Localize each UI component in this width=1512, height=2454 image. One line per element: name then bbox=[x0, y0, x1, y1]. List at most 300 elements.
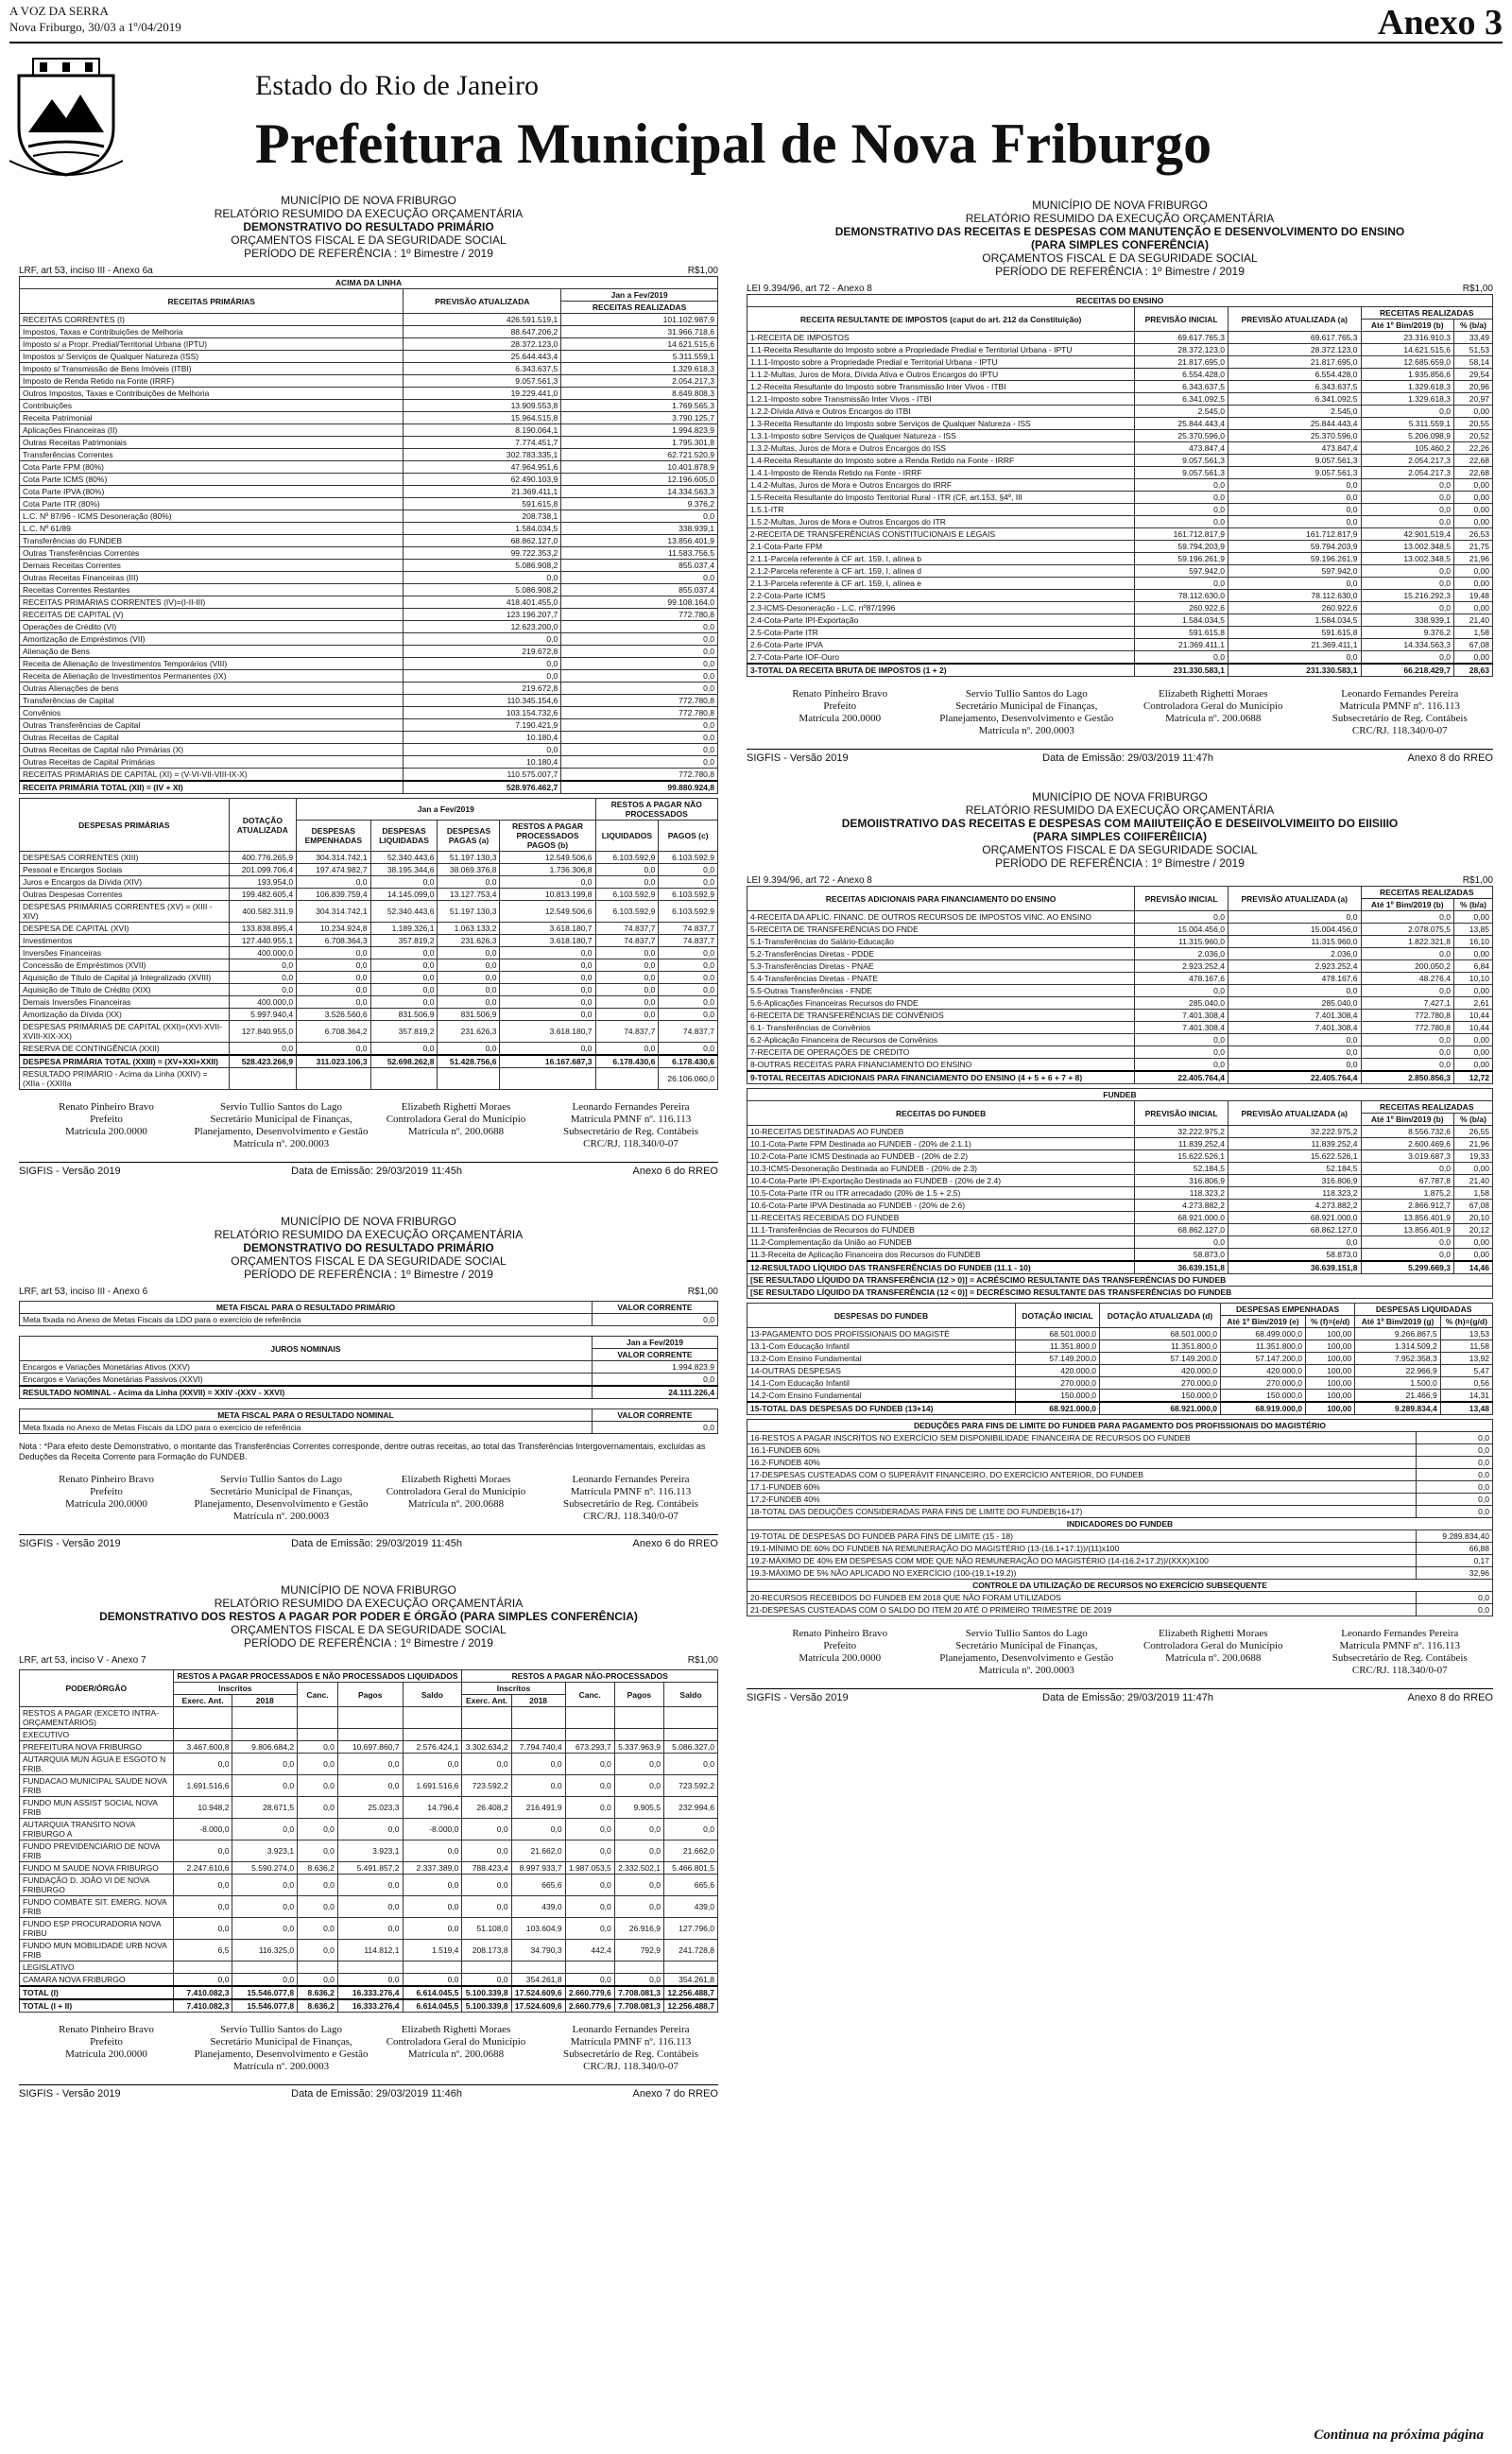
row-label: Outras Receitas Patrimoniais bbox=[20, 437, 404, 449]
table-row bbox=[20, 889, 718, 901]
anexo6b-section bbox=[19, 1215, 718, 1549]
signature-line: Secretário Municipal de Finanças, bbox=[210, 1114, 352, 1125]
table-row bbox=[20, 781, 718, 794]
cell-value: 127.840.955,0 bbox=[229, 1021, 296, 1043]
cell-value: 0,0 bbox=[1228, 504, 1361, 516]
table-row bbox=[20, 744, 718, 756]
row-label: TOTAL (I) bbox=[20, 1986, 174, 1999]
cell-value: 6.103.592,9 bbox=[659, 852, 718, 864]
cell-value: 52.184,5 bbox=[1135, 1163, 1228, 1175]
row-label: 1.1-Receita Resultante do Imposto sobre a Propriedade Predial e Territorial Urbana - IPTU bbox=[747, 344, 1135, 356]
table-row bbox=[20, 547, 718, 560]
row-label: 2.1-Cota-Parte FPM bbox=[747, 541, 1135, 553]
col-2018: 2018 bbox=[511, 1695, 565, 1707]
cell-value: 0,0 bbox=[404, 744, 561, 756]
cell-value: 0,0 bbox=[403, 1918, 462, 1940]
cell-value: 241.728,8 bbox=[663, 1940, 717, 1961]
anexo7-title bbox=[19, 1583, 718, 1650]
cell-value: 11.839.252,4 bbox=[1228, 1138, 1361, 1150]
col-2018: 2018 bbox=[232, 1695, 298, 1707]
cell-value: 772.780,8 bbox=[561, 707, 718, 719]
cell-value: 0,0 bbox=[370, 876, 438, 889]
cell-value: 478.167,6 bbox=[1135, 973, 1228, 985]
cell-value: 208.738,1 bbox=[404, 510, 561, 523]
cell-value: 3.526.560,6 bbox=[297, 1009, 370, 1021]
cell-value: 0,0 bbox=[438, 972, 500, 984]
cell-value: 1.500,0 bbox=[1355, 1377, 1441, 1390]
row-label: 7-RECEITA DE OPERAÇÕES DE CRÉDITO bbox=[747, 1046, 1135, 1059]
cell-value bbox=[297, 1068, 370, 1090]
juros-table bbox=[19, 1336, 718, 1399]
footer-date: Data de Emissão: 29/03/2019 11:47h bbox=[1042, 752, 1213, 764]
signature-line: Subsecretário de Reg. Contábeis bbox=[1332, 1652, 1468, 1664]
cell-value bbox=[337, 1729, 403, 1741]
row-label: Outras Transferências de Capital bbox=[20, 719, 404, 732]
row-label: Amortização de Empréstimos (VII) bbox=[20, 633, 404, 646]
row-label: 16.1-FUNDEB 60% bbox=[747, 1444, 1417, 1457]
cell-value: 13.856.401,9 bbox=[1361, 1212, 1453, 1224]
cell-value: 4.273.882,2 bbox=[1135, 1200, 1228, 1212]
signature-line: Renato Pinheiro Bravo bbox=[59, 1474, 154, 1485]
row-label: Concessão de Empréstimos (XVII) bbox=[20, 959, 230, 972]
cell-value: 0,0 bbox=[1135, 479, 1228, 492]
cell-value: 2.850.856,3 bbox=[1361, 1071, 1453, 1084]
cell-value: 0,0 bbox=[595, 876, 659, 889]
cell-value: 12.623.200,0 bbox=[404, 621, 561, 633]
deducoes-header: DEDUÇÕES PARA FINS DE LIMITE DO FUNDEB PARA PAGAMENTO DOS PROFISSIONAIS DO MAGISTÉRIO bbox=[747, 1420, 1493, 1432]
table-row bbox=[20, 1840, 718, 1862]
receitas-ensino-table bbox=[747, 294, 1493, 677]
row-label: Contribuições bbox=[20, 400, 404, 412]
cell-value: 100,00 bbox=[1306, 1353, 1355, 1365]
cell-value: 68.862.127,0 bbox=[1228, 1224, 1361, 1236]
lrf-ref: LEI 9.394/96, art 72 - Anexo 8 bbox=[747, 875, 872, 886]
row-label: RESERVA DE CONTINGÊNCIA (XXII) bbox=[20, 1043, 230, 1056]
row-label: 13-PAGAMENTO DOS PROFISSIONAIS DO MAGISTÉ bbox=[747, 1328, 1016, 1340]
row-label: 1.3.2-Multas, Juros de Mora e Outros Encargos do ISS bbox=[747, 442, 1135, 455]
cell-value: 16.167.687,3 bbox=[500, 1055, 595, 1068]
row-label: 1.5.1-ITR bbox=[747, 504, 1135, 516]
cell-value: 22,68 bbox=[1453, 467, 1492, 479]
signature-line: Controladora Geral do Município bbox=[1143, 700, 1283, 712]
signature-line: CRC/RJ. 118.340/0-07 bbox=[583, 2061, 679, 2072]
cell-value: 100,00 bbox=[1306, 1377, 1355, 1390]
orcamentos: ORÇAMENTOS FISCAL E DA SEGURIDADE SOCIAL bbox=[982, 843, 1258, 856]
cell-value: 0,0 bbox=[462, 1819, 511, 1840]
row-label: 19.3-MÁXIMO DE 5% NÃO APLICADO NO EXERCÍCIO (100-(19.1+19.2)) bbox=[747, 1567, 1417, 1580]
cell-value: 418.401.455,0 bbox=[404, 596, 561, 609]
cell-value: 831.506,9 bbox=[370, 1009, 438, 1021]
table-row bbox=[20, 572, 718, 584]
cell-value: 1.329.618,3 bbox=[1361, 381, 1453, 393]
cell-value: 14,46 bbox=[1453, 1261, 1492, 1274]
cell-value: 0,0 bbox=[561, 719, 718, 732]
cell-value: 316.806,9 bbox=[1228, 1175, 1361, 1187]
cell-value: 6.103.592,9 bbox=[659, 901, 718, 923]
row-label: Convênios bbox=[20, 707, 404, 719]
meta-primario-table bbox=[19, 1301, 718, 1326]
cell-value: 17.524.609,6 bbox=[511, 1986, 565, 1999]
acima-linha-label: ACIMA DA LINHA bbox=[20, 277, 718, 289]
cell-value: 13.127.753,4 bbox=[438, 889, 500, 901]
cell-value: 0,0 bbox=[1416, 1432, 1492, 1444]
signature-line: Subsecretário de Reg. Contábeis bbox=[1332, 713, 1468, 724]
signature-line: Renato Pinheiro Bravo bbox=[59, 1101, 154, 1113]
signature-line: CRC/RJ. 118.340/0-07 bbox=[1351, 725, 1448, 736]
table-row bbox=[747, 602, 1493, 614]
cell-value: 32.222.975,2 bbox=[1135, 1126, 1228, 1138]
table-row bbox=[747, 479, 1493, 492]
row-label: 6.2-Aplicação Financeira de Recursos de Convênios bbox=[747, 1034, 1135, 1046]
cell-value: 99.722.353,2 bbox=[404, 547, 561, 560]
table-row bbox=[20, 695, 718, 707]
cell-value: 0,0 bbox=[173, 1896, 232, 1918]
table-row bbox=[747, 1138, 1493, 1150]
cell-value: 0,0 bbox=[1361, 1163, 1453, 1175]
cell-value: 99.108.164,0 bbox=[561, 596, 718, 609]
cell-value: 2.078.075,5 bbox=[1361, 924, 1453, 936]
cell-value: 68.501.000,0 bbox=[1016, 1328, 1100, 1340]
relatorio: RELATÓRIO RESUMIDO DA EXECUÇÃO ORÇAMENTÁRIA bbox=[214, 1597, 524, 1610]
cell-value: 0,0 bbox=[1228, 516, 1361, 528]
cell-value: 150.000,0 bbox=[1220, 1390, 1305, 1403]
col-period: Jan a Fev/2019 bbox=[561, 289, 718, 302]
cell-value: 10,44 bbox=[1453, 1010, 1492, 1022]
cell-value: 0,0 bbox=[298, 1775, 338, 1797]
cell-value: 0,0 bbox=[297, 959, 370, 972]
cell-value: 0,00 bbox=[1453, 602, 1492, 614]
col-pct: % (f)=(e/d) bbox=[1306, 1316, 1355, 1328]
cell-value: 0,0 bbox=[565, 1840, 614, 1862]
table-row bbox=[747, 455, 1493, 467]
cell-value: 231.626,3 bbox=[438, 935, 500, 947]
cell-value: 3.923,1 bbox=[232, 1840, 298, 1862]
table-row bbox=[20, 351, 718, 363]
row-label: DESPESAS PRIMÁRIAS CORRENTES (XV) = (XIII - XIV) bbox=[20, 901, 230, 923]
cell-value: 792,9 bbox=[614, 1940, 663, 1961]
cell-value: 0,0 bbox=[1361, 516, 1453, 528]
signature-block bbox=[194, 1101, 369, 1150]
cell-value: 0,0 bbox=[462, 1875, 511, 1896]
signature-block bbox=[543, 2024, 718, 2073]
cell-value: 10.948,2 bbox=[173, 1797, 232, 1819]
cell-value: 0,0 bbox=[511, 1775, 565, 1797]
cell-value: 59.196.261,9 bbox=[1228, 553, 1361, 565]
cell-value: 0,0 bbox=[173, 1974, 232, 1987]
row-label: EXECUTIVO bbox=[20, 1729, 174, 1741]
cell-value: 0,00 bbox=[1453, 406, 1492, 418]
cell-value: 591.615,8 bbox=[404, 498, 561, 510]
table-row bbox=[20, 449, 718, 461]
cell-value: 88.647.206,2 bbox=[404, 326, 561, 338]
orcamentos: ORÇAMENTOS FISCAL E DA SEGURIDADE SOCIAL bbox=[231, 233, 507, 247]
row-label: 10-RECEITAS DESTINADAS AO FUNDEB bbox=[747, 1126, 1135, 1138]
cell-value: 0,0 bbox=[565, 1819, 614, 1840]
row-label: FUNDO COMBATE SIT. EMERG. NOVA FRIB bbox=[20, 1896, 174, 1918]
cell-value: 12.256.488,7 bbox=[663, 1999, 717, 2013]
cell-value: 0,0 bbox=[297, 984, 370, 996]
cell-value: 1.314.509,2 bbox=[1355, 1340, 1441, 1353]
juros-header: JUROS NOMINAIS bbox=[20, 1337, 593, 1361]
fundeb-deducoes-table bbox=[747, 1419, 1493, 1616]
cell-value: 11.351.800,0 bbox=[1016, 1340, 1100, 1353]
cell-value: 6.614.045,5 bbox=[403, 1999, 462, 2013]
table-row bbox=[20, 326, 718, 338]
cell-value: 0,0 bbox=[614, 1775, 663, 1797]
row-label: 1.3.1-Imposto sobre Serviços de Qualquer Natureza - ISS bbox=[747, 430, 1135, 442]
col-rap: RESTOS A PAGAR NÃO PROCESSADOS bbox=[595, 799, 717, 821]
cell-value: 9.057.561,3 bbox=[1228, 467, 1361, 479]
cell-value: 597.942,0 bbox=[1228, 565, 1361, 578]
cell-value: 0,0 bbox=[1361, 1236, 1453, 1249]
table-row bbox=[20, 596, 718, 609]
col-pct: % (b/a) bbox=[1453, 320, 1492, 332]
cell-value: 0,0 bbox=[500, 996, 595, 1009]
cell-value: 67.787,8 bbox=[1361, 1175, 1453, 1187]
cell-value: 1.994.823,9 bbox=[561, 424, 718, 437]
cell-value: 100,00 bbox=[1306, 1340, 1355, 1353]
cell-value: 260.922,6 bbox=[1135, 602, 1228, 614]
signature-line: CRC/RJ. 118.340/0-07 bbox=[1351, 1665, 1448, 1676]
cell-value: 5.086.327,0 bbox=[663, 1741, 717, 1754]
col-prev-atu: PREVISÃO ATUALIZADA (a) bbox=[1228, 307, 1361, 332]
cell-value: 2.923.252,4 bbox=[1228, 960, 1361, 973]
table-row bbox=[747, 418, 1493, 430]
cell-value: 66,88 bbox=[1416, 1543, 1492, 1555]
cell-value: 17.524.609,6 bbox=[511, 1999, 565, 2013]
subtitle2: (PARA SIMPLES COIIFERÊIICIA) bbox=[1032, 830, 1207, 843]
table-row bbox=[747, 614, 1493, 627]
table-row bbox=[20, 1940, 718, 1961]
cell-value: 0,00 bbox=[1453, 948, 1492, 960]
juros-value: 0,0 bbox=[592, 1374, 717, 1387]
cell-value: 0,0 bbox=[438, 984, 500, 996]
cell-value: 15.546.077,8 bbox=[232, 1999, 298, 2013]
cell-value: 665,6 bbox=[663, 1875, 717, 1896]
cell-value: 6.178.430,6 bbox=[595, 1055, 659, 1068]
table-row bbox=[747, 442, 1493, 455]
cell-value: 0,0 bbox=[232, 1754, 298, 1775]
cell-value: 68.862.127,0 bbox=[1135, 1224, 1228, 1236]
signature-line: Elizabeth Righetti Moraes bbox=[401, 2024, 511, 2035]
valor-header: VALOR CORRENTE bbox=[592, 1349, 717, 1361]
newspaper-name: A VOZ DA SERRA bbox=[9, 4, 109, 18]
cell-value: 231.330.583,1 bbox=[1135, 664, 1228, 677]
cell-value: 0,0 bbox=[659, 864, 718, 876]
table-row bbox=[20, 756, 718, 769]
table-row bbox=[747, 1353, 1493, 1365]
cell-value: 12.256.488,7 bbox=[663, 1986, 717, 1999]
cell-value: 15.622.526,1 bbox=[1228, 1150, 1361, 1163]
row-label: FUNDO PREVIDENCIÁRIO DE NOVA FRIB bbox=[20, 1840, 174, 1862]
cell-value: 68.501.000,0 bbox=[1100, 1328, 1221, 1340]
cell-value: 2.600.469,6 bbox=[1361, 1138, 1453, 1150]
meta2-value: 0,0 bbox=[592, 1422, 717, 1434]
cell-value: 6.614.045,5 bbox=[403, 1986, 462, 1999]
cell-value: 0,0 bbox=[659, 959, 718, 972]
cell-value: 51.108,0 bbox=[462, 1918, 511, 1940]
signature-line: Servio Tullio Santos do Lago bbox=[220, 1474, 342, 1485]
cell-value: 13.002.348,5 bbox=[1361, 541, 1453, 553]
cell-value: 3.790.125,7 bbox=[561, 412, 718, 424]
row-label: 5.5-Outras Transferências - FNDE bbox=[747, 985, 1135, 997]
cell-value: 0,0 bbox=[1228, 911, 1361, 924]
cell-value: 5.086.908,2 bbox=[404, 560, 561, 572]
cell-value: 68.862.127,0 bbox=[404, 535, 561, 547]
signature-line: Matrícula PMNF nº. 116.113 bbox=[570, 2036, 692, 2048]
cell-value: 74.837,7 bbox=[595, 1021, 659, 1043]
cell-value: 7.190.421,9 bbox=[404, 719, 561, 732]
cell-value bbox=[298, 1729, 338, 1741]
table-row bbox=[20, 864, 718, 876]
cell-value bbox=[232, 1961, 298, 1974]
cell-value: 2.247.610,6 bbox=[173, 1862, 232, 1875]
cell-value: 0,0 bbox=[565, 1754, 614, 1775]
cell-value: 20,97 bbox=[1453, 393, 1492, 406]
cell-value bbox=[565, 1707, 614, 1729]
cell-value: 0,0 bbox=[232, 1974, 298, 1987]
meta-value: 0,0 bbox=[592, 1314, 717, 1326]
cell-value: 6.708.364,3 bbox=[297, 935, 370, 947]
signature-block bbox=[1307, 688, 1494, 737]
cell-value: 25.844.443,4 bbox=[1135, 418, 1228, 430]
cell-value: 723.592,2 bbox=[462, 1775, 511, 1797]
cell-value: 0,00 bbox=[1453, 1236, 1492, 1249]
cell-value: 103.154.732,6 bbox=[404, 707, 561, 719]
signature-line: Elizabeth Righetti Moraes bbox=[401, 1101, 511, 1113]
table-row bbox=[747, 541, 1493, 553]
row-label: 2.1.2-Parcela referente à CF art. 159, I, alínea d bbox=[747, 565, 1135, 578]
col-exerc: Exerc. Ant. bbox=[462, 1695, 511, 1707]
row-label: 14-OUTRAS DESPESAS bbox=[747, 1365, 1016, 1377]
cell-value: 57.147.200,0 bbox=[1220, 1353, 1305, 1365]
cell-value: 304.314.742,1 bbox=[297, 901, 370, 923]
cell-value: 3.923,1 bbox=[337, 1840, 403, 1862]
anexo8b-section bbox=[747, 790, 1493, 1703]
cell-value: 0,0 bbox=[1135, 1034, 1228, 1046]
cell-value: 208.173,8 bbox=[462, 1940, 511, 1961]
row-label: 6-RECEITA DE TRANSFERÊNCIAS DE CONVÊNIOS bbox=[747, 1010, 1135, 1022]
cell-value: 788.423,4 bbox=[462, 1862, 511, 1875]
col-ate: Até 1º Bim/2019 (e) bbox=[1220, 1316, 1305, 1328]
cell-value: -8.000,0 bbox=[173, 1819, 232, 1840]
table-row bbox=[20, 1896, 718, 1918]
footer-version: SIGFIS - Versão 2019 bbox=[747, 1692, 849, 1703]
cell-value: 0,0 bbox=[173, 1875, 232, 1896]
row-label: Imposto s/ Transmissão de Bens Imóveis (ITBI) bbox=[20, 363, 404, 375]
signature-line: Matrícula nº. 200.0688 bbox=[407, 2048, 505, 2060]
cell-value: 0,0 bbox=[232, 1896, 298, 1918]
col-realizadas: RECEITAS REALIZADAS bbox=[561, 302, 718, 314]
row-label: 16.2-FUNDEB 40% bbox=[747, 1457, 1417, 1469]
cell-value: 1.795.301,8 bbox=[561, 437, 718, 449]
cell-value: 0,00 bbox=[1453, 911, 1492, 924]
col-pct: % (b/a) bbox=[1453, 899, 1492, 911]
cell-value: 0,0 bbox=[297, 876, 370, 889]
cell-value: 7.401.308,4 bbox=[1228, 1010, 1361, 1022]
signature-line: Servio Tullio Santos do Lago bbox=[965, 1628, 1088, 1639]
cell-value: 8.649.808,3 bbox=[561, 388, 718, 400]
signature-line: Renato Pinheiro Bravo bbox=[792, 688, 888, 700]
table-row bbox=[747, 1212, 1493, 1224]
row-label: Inversões Financeiras bbox=[20, 947, 230, 959]
cell-value: 0,0 bbox=[1135, 1236, 1228, 1249]
cell-value: 2.054.217,3 bbox=[561, 375, 718, 388]
cell-value: 68.499.000,0 bbox=[1220, 1328, 1305, 1340]
cell-value: 57.149.200,0 bbox=[1016, 1353, 1100, 1365]
periodo: PERÍODO DE REFERÊNCIA : 1º Bimestre / 2019 bbox=[244, 1636, 493, 1650]
cell-value: 0,0 bbox=[1361, 504, 1453, 516]
note-acrescimo: [SE RESULTADO LÍQUIDO DA TRANSFERÊNCIA (12 > 0)] = ACRÉSCIMO RESULTANTE DAS TRANSFERÊNCIAS DO FUNDEB bbox=[747, 1274, 1493, 1287]
cell-value bbox=[565, 1961, 614, 1974]
cell-value: 5.466.801,5 bbox=[663, 1862, 717, 1875]
cell-value: 52.698.262,8 bbox=[370, 1055, 438, 1068]
signature-line: Elizabeth Righetti Moraes bbox=[1159, 1628, 1268, 1639]
cell-value: 0,0 bbox=[500, 959, 595, 972]
cell-value: 0,0 bbox=[403, 1974, 462, 1987]
row-label: 2.2-Cota-Parte ICMS bbox=[747, 590, 1135, 602]
row-label: 5.3-Transferências Diretas - PNAE bbox=[747, 960, 1135, 973]
anexo6b-meta bbox=[19, 1287, 718, 1297]
cell-value: 11.315.960,0 bbox=[1228, 936, 1361, 948]
cell-value: 52.340.443,6 bbox=[370, 901, 438, 923]
cell-value: 48.276,4 bbox=[1361, 973, 1453, 985]
cell-value: 0,0 bbox=[1361, 565, 1453, 578]
left-column bbox=[19, 194, 718, 2100]
col-receita: RECEITAS DO FUNDEB bbox=[747, 1101, 1135, 1126]
footer-anexo: Anexo 8 do RREO bbox=[1407, 752, 1493, 764]
cell-value: 0,0 bbox=[1228, 479, 1361, 492]
cell-value: 10,44 bbox=[1453, 1022, 1492, 1034]
cell-value: 3.618.180,7 bbox=[500, 935, 595, 947]
table-row bbox=[20, 621, 718, 633]
cell-value: 0,0 bbox=[614, 1754, 663, 1775]
row-label: TOTAL (I + II) bbox=[20, 1999, 174, 2013]
cell-value: 13.856.401,9 bbox=[561, 535, 718, 547]
cell-value: 0,0 bbox=[1135, 1059, 1228, 1072]
signature-block bbox=[934, 688, 1121, 737]
signature-block bbox=[369, 2024, 543, 2073]
cell-value: 0,0 bbox=[1361, 1059, 1453, 1072]
cell-value: 67,08 bbox=[1453, 639, 1492, 651]
table-row bbox=[747, 369, 1493, 381]
row-label: Outras Receitas de Capital bbox=[20, 732, 404, 744]
anexo8a-meta bbox=[747, 284, 1493, 294]
row-label: 13.1-Com Educação Infantil bbox=[747, 1340, 1016, 1353]
table-row bbox=[747, 948, 1493, 960]
cell-value: 15.964.515,8 bbox=[404, 412, 561, 424]
cell-value: 5,47 bbox=[1440, 1365, 1492, 1377]
row-label: 10.5-Cota-Parte ITR ou ITR arrecadado (20% de 1.5 + 2.5) bbox=[747, 1187, 1135, 1200]
cell-value: 26.916,9 bbox=[614, 1918, 663, 1940]
cell-value: 13.856.401,9 bbox=[1361, 1224, 1453, 1236]
cell-value: 400.776.265,9 bbox=[229, 852, 296, 864]
row-label: Aquisição de Título de Crédito (XIX) bbox=[20, 984, 230, 996]
table-row bbox=[747, 1530, 1493, 1543]
col-nproc: RESTOS A PAGAR NÃO-PROCESSADOS bbox=[462, 1670, 718, 1683]
controle-header: CONTROLE DA UTILIZAÇÃO DE RECURSOS NO EXERCÍCIO SUBSEQUENTE bbox=[747, 1580, 1493, 1592]
col-saldo: Saldo bbox=[403, 1683, 462, 1707]
cell-value: 302.783.335,1 bbox=[404, 449, 561, 461]
table-row bbox=[20, 972, 718, 984]
cell-value: 304.314.742,1 bbox=[297, 852, 370, 864]
table-row bbox=[20, 923, 718, 935]
relatorio: RELATÓRIO RESUMIDO DA EXECUÇÃO ORÇAMENTÁRIA bbox=[214, 1228, 524, 1241]
cell-value: 0,56 bbox=[1440, 1377, 1492, 1390]
cell-value: 0,0 bbox=[659, 972, 718, 984]
table-row bbox=[747, 1071, 1493, 1084]
cell-value: 2.545,0 bbox=[1135, 406, 1228, 418]
